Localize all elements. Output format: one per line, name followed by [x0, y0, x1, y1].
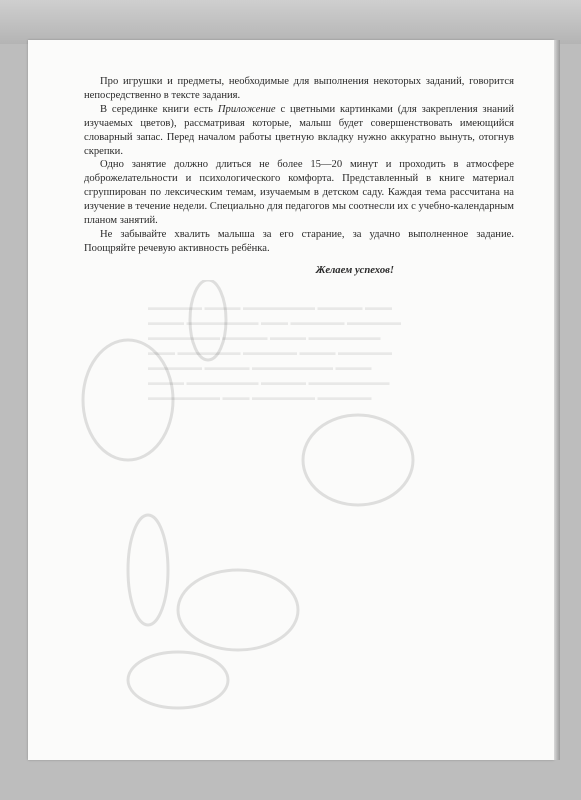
page-edge	[554, 40, 560, 760]
appendix-term: Приложение	[217, 103, 276, 115]
instructions-text	[84, 75, 514, 278]
paragraph-lesson-duration: Одно занятие должно длиться не более 15—20 минут и проходить в атмосфере доброжелательности и психологического комфорта. Представленный в книге материал сгруппирован по лексическим темам, изучаемым в детском саду. Каждая тема рассчитана на изучение в течение недели. Специально для педагогов мы соотнесли их с учебно-календарным планом занятий.	[84, 159, 514, 227]
paragraph-toys: Про игрушки и предметы, необходимые для выполнения некоторых заданий, говорится непосредственно в тексте задания.	[84, 76, 514, 101]
paragraph-appendix: В серединке книги есть Приложение с цветными картинками (для закрепления знаний изучаемых цветов), рассматривая которые, малыш будет совершенствовать имеющийся словарный запас. Перед началом работы цветную вкладку нужно аккуратно вынуть, отогнув скрепки.	[84, 103, 514, 157]
paragraph-praise: Не забывайте хвалить малыша за его старание, за удачно выполненное задание. Поощряйте речевую активность ребёнка.	[84, 228, 514, 254]
bleed-through-text: ▬▬▬▬▬▬ ▬▬▬▬ ▬▬▬▬▬▬▬▬ ▬▬▬▬▬ ▬▬▬ ▬▬▬▬ ▬▬▬▬▬▬▬▬ ▬▬▬ ▬▬▬▬▬▬ ▬▬▬▬▬▬ ▬▬▬▬▬▬▬▬ ▬▬▬▬▬ ▬▬▬▬ ▬▬▬▬▬▬▬▬ ▬▬▬ ▬▬▬▬▬▬▬ ▬▬▬▬▬▬ ▬▬▬▬ ▬▬▬▬▬▬ ▬▬▬▬▬▬ ▬▬▬▬▬ ▬▬▬▬▬▬▬▬▬ ▬▬▬▬ ▬▬▬▬ ▬▬▬▬▬▬▬▬ ▬▬▬▬▬ ▬▬▬▬▬▬▬▬▬ ▬▬▬▬▬▬▬▬ ▬▬▬ ▬▬▬▬▬▬▬ ▬▬▬▬▬▬	[148, 302, 402, 402]
closing-wish: Желаем успехов!	[315, 264, 394, 276]
book-page	[28, 40, 554, 760]
scanner-background-top	[0, 0, 581, 44]
